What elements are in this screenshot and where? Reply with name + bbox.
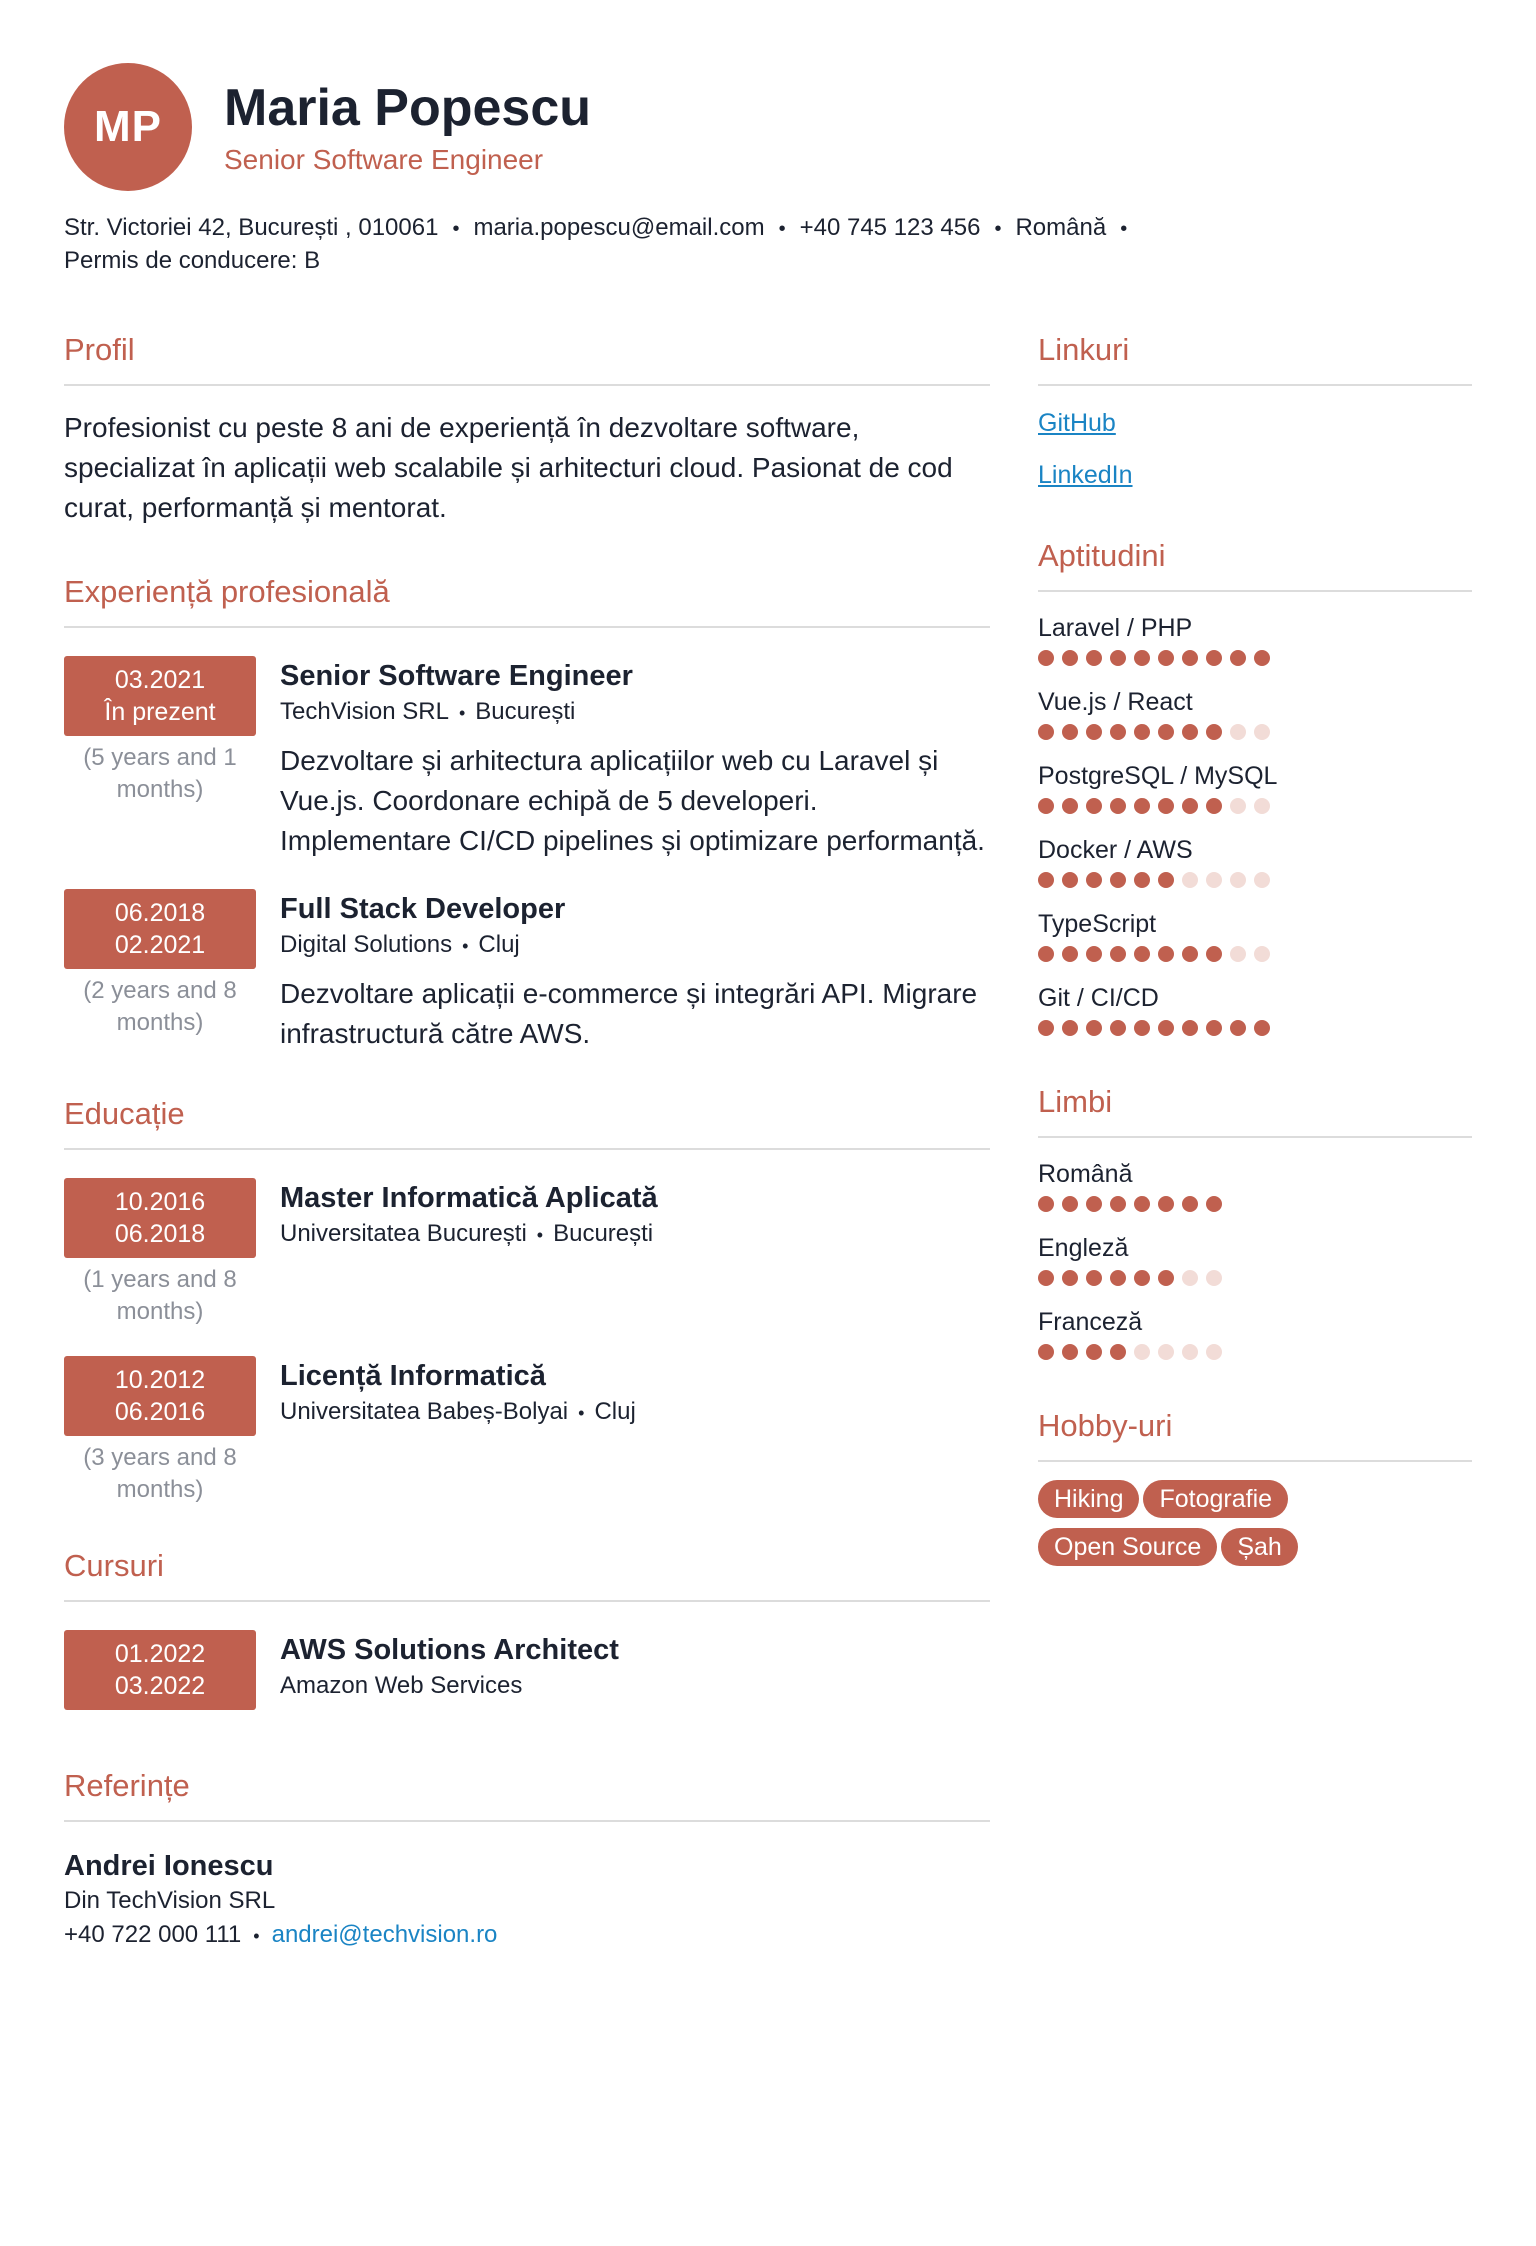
rating-dot-filled: [1038, 650, 1054, 666]
rating-dot-filled: [1110, 1196, 1126, 1212]
rating-dot-filled: [1038, 872, 1054, 888]
entry-title: Master Informatică Aplicată: [280, 1182, 658, 1214]
rating-dot-filled: [1230, 650, 1246, 666]
rating-dot-filled: [1110, 798, 1126, 814]
section-title-profile: Profil: [64, 332, 135, 367]
separator-dot: •: [452, 218, 460, 240]
rating-dot-filled: [1206, 798, 1222, 814]
section-divider: [1038, 1136, 1472, 1138]
resume-page: [64, 62, 1472, 1948]
rating-dot-filled: [1158, 724, 1174, 740]
entry-body: [280, 1356, 990, 1506]
rating-dot-filled: [1182, 946, 1198, 962]
name-block: [224, 78, 591, 176]
rating-dot-empty: [1182, 872, 1198, 888]
rating-dot-filled: [1182, 798, 1198, 814]
course-entry: [64, 1630, 990, 1710]
rating-dot-filled: [1062, 724, 1078, 740]
rating-dot-filled: [1206, 1020, 1222, 1036]
rating-dot-empty: [1230, 872, 1246, 888]
separator-dot: •: [462, 936, 469, 956]
entry-subtitle: [280, 929, 990, 962]
rating-dot-filled: [1206, 946, 1222, 962]
rating-dot-filled: [1110, 724, 1126, 740]
rating-dot-filled: [1038, 724, 1054, 740]
rating-dot-filled: [1038, 798, 1054, 814]
rating-dot-empty: [1254, 946, 1270, 962]
entry-title: Full Stack Developer: [280, 893, 566, 925]
rating-dot-filled: [1062, 650, 1078, 666]
rating-dot-filled: [1110, 650, 1126, 666]
rating-dot-filled: [1038, 1344, 1054, 1360]
education-section: [64, 1094, 990, 1506]
experience-entry: [64, 656, 990, 861]
rating-dot-filled: [1086, 1020, 1102, 1036]
entry-city: Cluj: [478, 931, 520, 958]
entry-body: [280, 1178, 990, 1328]
contact-nationality: Română: [1015, 214, 1107, 241]
rating-dot-filled: [1158, 946, 1174, 962]
separator-dot: •: [536, 1225, 544, 1245]
skill-item: [1038, 686, 1472, 740]
rating-dot-filled: [1134, 798, 1150, 814]
rating-dot-filled: [1134, 872, 1150, 888]
section-title-education: Educație: [64, 1096, 185, 1131]
entry-title: AWS Solutions Architect: [280, 1634, 619, 1666]
rating-dot-filled: [1110, 946, 1126, 962]
rating-dot-empty: [1230, 798, 1246, 814]
date-badge: [64, 1356, 256, 1436]
entry-subtitle: [280, 1218, 990, 1251]
hobby-tag: Șah: [1221, 1528, 1297, 1566]
rating-dot-empty: [1206, 872, 1222, 888]
skill-rating: [1038, 872, 1472, 888]
rating-dot-filled: [1038, 1020, 1054, 1036]
date-end: 06.2018: [114, 1220, 206, 1248]
section-title-links: Linkuri: [1038, 332, 1130, 367]
entry-description: Dezvoltare aplicații e-commerce și integrări API. Migrare infrastructură către AWS.: [280, 978, 978, 1049]
date-end: 06.2016: [114, 1398, 206, 1426]
rating-dot-filled: [1182, 650, 1198, 666]
skill-item: [1038, 834, 1472, 888]
references-section: [64, 1766, 990, 1953]
rating-dot-filled: [1086, 1270, 1102, 1286]
main-column: [64, 330, 990, 1953]
skill-item: [1038, 982, 1472, 1036]
skill-rating: [1038, 724, 1472, 740]
entry-title: Senior Software Engineer: [280, 660, 633, 692]
date-badge: [64, 656, 256, 736]
rating-dot-empty: [1230, 724, 1246, 740]
date-start: 06.2018: [114, 899, 206, 927]
separator-dot: •: [778, 218, 786, 240]
rating-dot-filled: [1158, 798, 1174, 814]
rating-dot-filled: [1062, 872, 1078, 888]
date-end: 03.2022: [114, 1672, 206, 1700]
reference-company: Din TechVision SRL: [64, 1887, 276, 1914]
date-column: [64, 1178, 256, 1328]
resume-header: [64, 62, 1472, 192]
rating-dot-filled: [1134, 724, 1150, 740]
skill-name: Vue.js / React: [1038, 688, 1193, 716]
linkedin-link[interactable]: LinkedIn: [1038, 461, 1133, 489]
languages-list: [1038, 1158, 1472, 1360]
date-badge: [64, 1630, 256, 1710]
date-start: 03.2021: [114, 666, 206, 694]
date-badge: [64, 889, 256, 969]
separator-dot: •: [458, 703, 466, 723]
rating-dot-filled: [1110, 1344, 1126, 1360]
date-start: 10.2016: [114, 1188, 206, 1216]
rating-dot-empty: [1254, 872, 1270, 888]
section-divider: [64, 626, 990, 628]
separator-dot: •: [1120, 218, 1128, 240]
rating-dot-filled: [1110, 1270, 1126, 1286]
entry-city: Cluj: [594, 1398, 636, 1425]
profile-text: Profesionist cu peste 8 ani de experiență în dezvoltare software, specializat în aplicații web scalabile și arhitecturi cloud. Pasionat de cod curat, performanță și mentorat.: [64, 412, 953, 523]
rating-dot-filled: [1110, 872, 1126, 888]
section-title-skills: Aptitudini: [1038, 538, 1166, 573]
rating-dot-filled: [1134, 650, 1150, 666]
language-name: Franceză: [1038, 1308, 1143, 1336]
section-divider: [1038, 384, 1472, 386]
skill-rating: [1038, 1020, 1472, 1036]
rating-dot-empty: [1182, 1270, 1198, 1286]
entry-body: [280, 1630, 990, 1710]
rating-dot-empty: [1182, 1344, 1198, 1360]
job-title: Senior Software Engineer: [224, 144, 544, 175]
hobby-tag: Fotografie: [1143, 1480, 1288, 1518]
skill-name: Git / CI/CD: [1038, 984, 1159, 1012]
section-title-hobbies: Hobby-uri: [1038, 1408, 1173, 1443]
rating-dot-filled: [1086, 1196, 1102, 1212]
rating-dot-filled: [1062, 946, 1078, 962]
skill-rating: [1038, 946, 1472, 962]
rating-dot-filled: [1038, 1196, 1054, 1212]
reference-name: Andrei Ionescu: [64, 1850, 274, 1882]
date-badge: [64, 1178, 256, 1258]
duration-text: (2 years and 8 months): [83, 977, 237, 1036]
skill-item: [1038, 908, 1472, 962]
entry-body: [280, 889, 990, 1054]
section-divider: [1038, 1460, 1472, 1462]
rating-dot-filled: [1062, 798, 1078, 814]
language-item: [1038, 1158, 1472, 1212]
rating-dot-filled: [1086, 946, 1102, 962]
section-divider: [64, 1820, 990, 1822]
hobbies-section: [1038, 1406, 1472, 1576]
language-item: [1038, 1306, 1472, 1360]
rating-dot-filled: [1134, 1196, 1150, 1212]
rating-dot-filled: [1086, 1344, 1102, 1360]
entry-provider: Amazon Web Services: [280, 1672, 523, 1699]
date-end: În prezent: [104, 698, 216, 726]
reference-email-link[interactable]: andrei@techvision.ro: [271, 1921, 498, 1948]
language-name: Română: [1038, 1160, 1133, 1188]
entry-city: București: [475, 698, 576, 725]
skill-rating: [1038, 798, 1472, 814]
rating-dot-filled: [1038, 1270, 1054, 1286]
rating-dot-empty: [1206, 1344, 1222, 1360]
rating-dot-filled: [1158, 650, 1174, 666]
rating-dot-filled: [1062, 1196, 1078, 1212]
rating-dot-filled: [1038, 946, 1054, 962]
skill-item: [1038, 760, 1472, 814]
education-entry: [64, 1178, 990, 1328]
section-divider: [64, 384, 990, 386]
entry-body: [280, 656, 990, 861]
experience-section: [64, 572, 990, 1054]
separator-dot: •: [994, 218, 1002, 240]
entry-subtitle: [280, 1396, 990, 1429]
language-rating: [1038, 1270, 1472, 1286]
contact-driving-license: Permis de conducere: B: [64, 247, 321, 274]
rating-dot-filled: [1230, 1020, 1246, 1036]
rating-dot-empty: [1158, 1344, 1174, 1360]
rating-dot-filled: [1086, 872, 1102, 888]
language-name: Engleză: [1038, 1234, 1129, 1262]
section-title-references: Referințe: [64, 1768, 190, 1803]
rating-dot-filled: [1110, 1020, 1126, 1036]
rating-dot-empty: [1206, 1270, 1222, 1286]
hobby-tag: Hiking: [1038, 1480, 1139, 1518]
rating-dot-filled: [1158, 1020, 1174, 1036]
duration-text: (1 years and 8 months): [83, 1266, 237, 1325]
duration-text: (3 years and 8 months): [83, 1444, 237, 1503]
contact-info: [64, 212, 1244, 277]
skills-list: [1038, 612, 1472, 1036]
full-name: Maria Popescu: [224, 79, 592, 137]
separator-dot: •: [253, 1926, 260, 1946]
rating-dot-filled: [1134, 1270, 1150, 1286]
rating-dot-filled: [1086, 724, 1102, 740]
education-entry: [64, 1356, 990, 1506]
section-divider: [1038, 590, 1472, 592]
hobby-tag: Open Source: [1038, 1528, 1217, 1566]
contact-email[interactable]: maria.popescu@email.com: [473, 214, 765, 241]
date-column: [64, 656, 256, 861]
courses-section: [64, 1546, 990, 1710]
skill-name: TypeScript: [1038, 910, 1157, 938]
rating-dot-filled: [1182, 1020, 1198, 1036]
skill-name: Laravel / PHP: [1038, 614, 1193, 642]
date-column: [64, 889, 256, 1054]
rating-dot-filled: [1182, 724, 1198, 740]
rating-dot-empty: [1254, 798, 1270, 814]
rating-dot-filled: [1158, 1270, 1174, 1286]
language-rating: [1038, 1196, 1472, 1212]
date-column: [64, 1630, 256, 1710]
skill-name: PostgreSQL / MySQL: [1038, 762, 1278, 790]
skill-item: [1038, 612, 1472, 666]
hobby-tags: [1038, 1480, 1368, 1576]
duration-text: (5 years and 1 months): [83, 744, 237, 803]
rating-dot-filled: [1086, 650, 1102, 666]
rating-dot-filled: [1086, 798, 1102, 814]
skill-rating: [1038, 650, 1472, 666]
rating-dot-empty: [1134, 1344, 1150, 1360]
profile-section: [64, 330, 990, 528]
language-item: [1038, 1232, 1472, 1286]
rating-dot-filled: [1062, 1020, 1078, 1036]
sidebar-column: [1038, 330, 1472, 1576]
rating-dot-filled: [1206, 650, 1222, 666]
section-title-courses: Cursuri: [64, 1548, 164, 1583]
entry-school: Universitatea București: [280, 1220, 527, 1247]
reference-phone[interactable]: +40 722 000 111: [64, 1921, 242, 1948]
rating-dot-filled: [1062, 1270, 1078, 1286]
date-end: 02.2021: [114, 931, 206, 959]
rating-dot-filled: [1158, 872, 1174, 888]
entry-city: București: [553, 1220, 654, 1247]
rating-dot-filled: [1206, 1196, 1222, 1212]
rating-dot-filled: [1254, 650, 1270, 666]
entry-company: Digital Solutions: [280, 931, 453, 958]
languages-section: [1038, 1082, 1472, 1360]
avatar: MP: [64, 63, 192, 191]
reference-contact: [64, 1918, 990, 1953]
entry-company: TechVision SRL: [280, 698, 449, 725]
date-column: [64, 1356, 256, 1506]
links-section: [1038, 330, 1472, 492]
rating-dot-filled: [1182, 1196, 1198, 1212]
skill-name: Docker / AWS: [1038, 836, 1193, 864]
rating-dot-filled: [1062, 1344, 1078, 1360]
contact-phone[interactable]: +40 745 123 456: [799, 214, 981, 241]
rating-dot-filled: [1254, 1020, 1270, 1036]
rating-dot-empty: [1230, 946, 1246, 962]
github-link[interactable]: GitHub: [1038, 409, 1116, 437]
date-start: 10.2012: [114, 1366, 206, 1394]
skills-section: [1038, 536, 1472, 1036]
section-title-experience: Experiență profesională: [64, 574, 390, 609]
section-title-languages: Limbi: [1038, 1084, 1113, 1119]
rating-dot-filled: [1134, 946, 1150, 962]
contact-address: Str. Victoriei 42, București , 010061: [64, 214, 439, 241]
rating-dot-empty: [1254, 724, 1270, 740]
rating-dot-filled: [1206, 724, 1222, 740]
rating-dot-filled: [1158, 1196, 1174, 1212]
language-rating: [1038, 1344, 1472, 1360]
section-divider: [64, 1600, 990, 1602]
rating-dot-filled: [1134, 1020, 1150, 1036]
entry-subtitle: [280, 696, 990, 729]
separator-dot: •: [578, 1403, 585, 1423]
section-divider: [64, 1148, 990, 1150]
entry-school: Universitatea Babeș-Bolyai: [280, 1398, 569, 1425]
date-start: 01.2022: [114, 1640, 206, 1668]
entry-description: Dezvoltare și arhitectura aplicațiilor web cu Laravel și Vue.js. Coordonare echipă de 5 developeri. Implementare CI/CD pipelines și optimizare performanță.: [280, 745, 985, 856]
entry-title: Licență Informatică: [280, 1360, 546, 1392]
experience-entry: [64, 889, 990, 1054]
